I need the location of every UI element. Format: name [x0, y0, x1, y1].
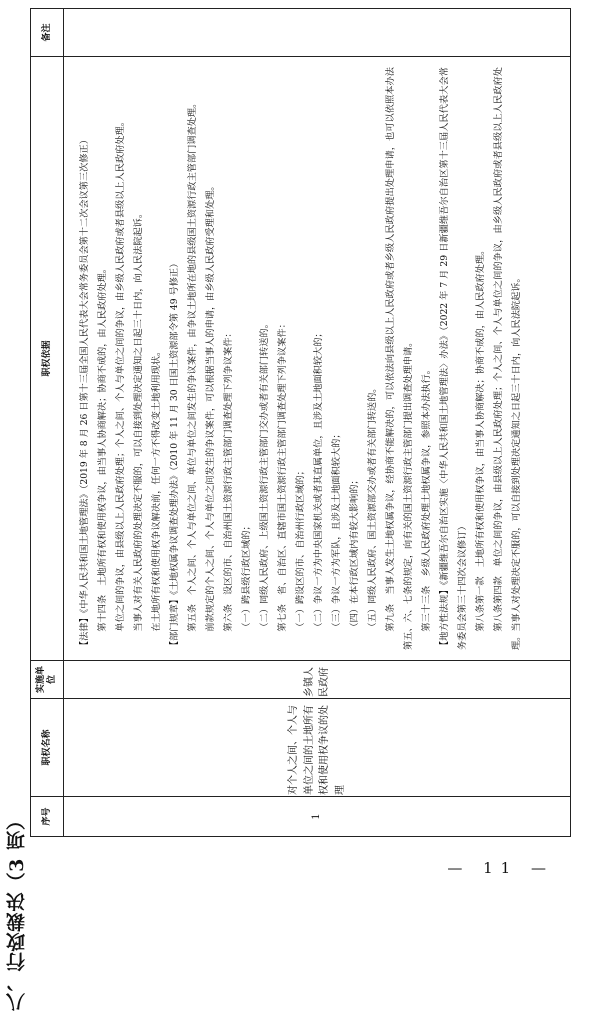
- header-no: 序号: [31, 797, 64, 837]
- rotated-table-wrapper: [30, 8, 571, 837]
- header-unit: 实施单位: [31, 661, 64, 699]
- row-basis: [64, 57, 571, 661]
- table-header-row: [31, 9, 64, 837]
- basis-line: （四）在本行政区域内有较大影响的；: [349, 475, 360, 632]
- basis-line: 第三十三条 乡级人民政府处理土地权属争议，参照本办法执行。: [421, 365, 432, 632]
- header-basis: 职权依据: [31, 57, 64, 661]
- basis-line: 第七条 省、自治区、直辖市国土资源行政主管部门调查处理下列争议案件：: [277, 319, 288, 632]
- basis-line: 当事人对有关人民政府的处理决定不服的，可以自接到处理决定通知之日起三十日内，向人民法院起诉。: [133, 208, 144, 632]
- basis-local-regulation-title: 【地方性法规】《新疆维吾尔自治区实施〈中华人民共和国土地管理法〉办法》（2022 年 7 月 29 日新疆维吾尔自治区第十三届人民代表大会常务委员会第三十四次会议修订）: [439, 67, 468, 650]
- basis-line: 第九条 当事人发生土地权属争议，经协商不能解决的，可以依法向县级以上人民政府或者乡级人民政府提出处理申请，也可以依照本办法第五、六、七条的规定，向有关的国土资源行政主管部门提出调查处理申请。: [385, 67, 414, 650]
- basis-line: 第八条第四款 单位之间的争议，由县级以上人民政府处理；个人之间、个人与单位之间的争议，由乡级人民政府或者县级以上人民政府处理。当事人对处理决定不服的，可以自接到处理决定通知之日起三十日内，向人民法院起诉。: [493, 67, 522, 650]
- basis-line: （五）同级人民政府、国土资源部交办或者有关部门转送的。: [367, 383, 378, 632]
- basis-line: 单位之间的争议，由县级以上人民政府处理；个人之间、个人与单位之间的争议，由乡级人民政府或者县级以上人民政府处理。: [115, 117, 126, 632]
- page-number: — 11 —: [447, 859, 554, 877]
- basis-line: 在土地所有权和使用权争议解决前，任何一方不得改变土地利用现状。: [151, 346, 162, 632]
- basis-line: （一）跨设区的市、自治州行政区域的；: [295, 466, 306, 632]
- row-note: [64, 9, 571, 57]
- basis-line: （一）跨县级行政区域的；: [241, 521, 252, 632]
- row-no: 1: [64, 797, 571, 837]
- basis-line: 前款规定的个人之间、个人与单位之间发生的争议案件，可以根据当事人的申请，由乡级人民政府受理和处理。: [205, 181, 216, 632]
- header-note: 备注: [31, 9, 64, 57]
- row-name-cell: [64, 699, 571, 797]
- table-row: [64, 9, 571, 837]
- basis-line: （二）同级人民政府、上级国土资源行政主管部门交办或者有关部门转送的。: [259, 319, 270, 632]
- basis-line: （三）争议一方为军队，且涉及土地面积较大的；: [331, 429, 342, 632]
- row-unit-cell: [64, 661, 571, 699]
- basis-rule-title: 【部门规章】《土地权属争议调查处理办法》（2010 年 11 月 30 日国土资源部令第 49 号修正）: [169, 258, 180, 650]
- basis-line: 第五条 个人之间、个人与单位之间、单位与单位之间发生的争议案件，由争议土地所在地的县级国土资源行政主管部门调查处理。: [187, 98, 198, 632]
- basis-line: 第八条第一款 土地所有权和使用权争议，由当事人协商解决；协商不成的，由人民政府处理。: [475, 245, 486, 632]
- row-name: 对个人之间、个人与单位之间的土地所有权和使用权争议的处理: [288, 705, 346, 795]
- page-title: 八、行政裁决（3 项）: [6, 810, 28, 1012]
- basis-law-title: 【法律】《中华人民共和国土地管理法》（2019 年 8 月 26 日第十三届全国人民代表大会常务委员会第十二次会议第三次修正）: [79, 135, 90, 650]
- basis-line: （二）争议一方为中央国家机关或者其直属单位，且涉及土地面积较大的；: [313, 328, 324, 632]
- authority-table: [30, 8, 571, 837]
- row-unit: 乡镇人民政府: [303, 667, 330, 697]
- header-name: 职权名称: [31, 699, 64, 797]
- basis-line: 第十四条 土地所有权和使用权争议，由当事人协商解决；协商不成的，由人民政府处理。: [97, 264, 108, 632]
- basis-line: 第六条 设区的市、自治州国土资源行政主管部门调查处理下列争议案件：: [223, 328, 234, 632]
